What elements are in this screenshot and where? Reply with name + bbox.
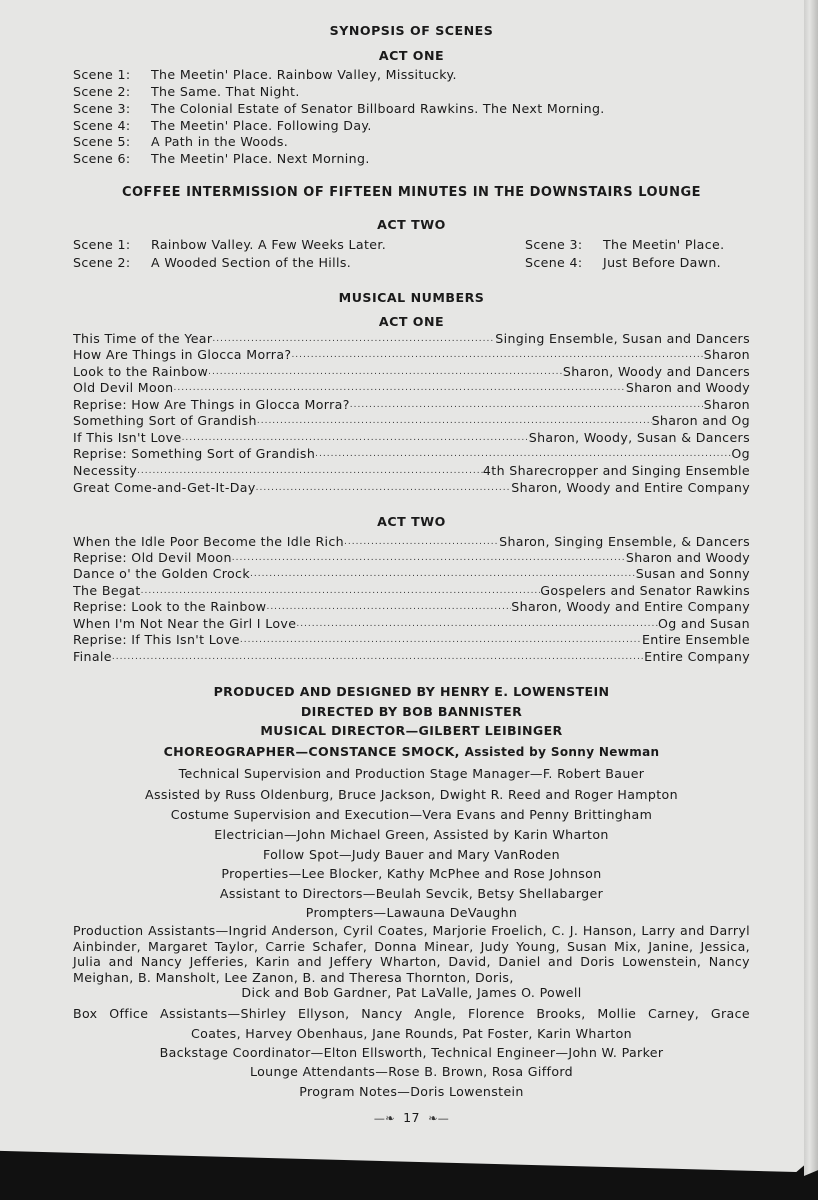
scene-label: Scene 1: — [73, 237, 131, 252]
scene-text: The Meetin' Place. Rainbow Valley, Missitucky. — [151, 67, 457, 82]
number-title: Reprise: Old Devil Moon — [73, 550, 232, 565]
box-office-text: Box Office Assistants—Shirley Ellyson, Nancy Angle, Florence Brooks, Mollie Carney, Grace — [73, 1006, 750, 1021]
number-performers: Sharon and Woody — [625, 550, 750, 565]
number-row — [73, 616, 750, 631]
scene-row — [73, 84, 300, 99]
number-row — [73, 380, 750, 395]
program-notes-credit: Program Notes—Doris Lowenstein — [299, 1084, 524, 1099]
number-performers: Sharon — [703, 397, 750, 412]
dot-leader — [296, 619, 658, 631]
scene-row — [73, 237, 386, 252]
credit-line: Costume Supervision and Execution—Vera Evans and Penny Brittingham — [170, 807, 653, 822]
page-number: 17 — [403, 1110, 420, 1125]
production-assistants — [73, 923, 750, 1001]
scene-text: Just Before Dawn. — [603, 255, 722, 270]
intermission-notice: COFFEE INTERMISSION OF FIFTEEN MINUTES IN THE DOWNSTAIRS LOUNGE — [121, 185, 702, 200]
scene-text: A Path in the Woods. — [151, 134, 289, 149]
number-row — [73, 480, 750, 495]
box-office-assistants — [73, 1004, 750, 1044]
number-title: Necessity — [73, 463, 138, 478]
dot-leader — [256, 483, 512, 495]
number-row — [73, 430, 750, 445]
number-title: Great Come-and-Get-It-Day — [73, 480, 256, 495]
scene-row — [73, 67, 457, 82]
number-performers: Og — [731, 446, 750, 461]
scene-text: The Colonial Estate of Senator Billboard Rawkins. The Next Morning. — [151, 101, 605, 116]
dot-leader — [212, 334, 495, 346]
number-title: Something Sort of Grandish — [73, 413, 257, 428]
number-performers: Sharon, Singing Ensemble, & Dancers — [499, 534, 750, 549]
number-performers: Sharon — [703, 347, 750, 362]
synopsis-act-two-heading: ACT TWO — [377, 217, 446, 232]
number-row — [73, 566, 750, 581]
producer-credit: PRODUCED AND DESIGNED BY HENRY E. LOWENSTEIN — [213, 684, 610, 699]
dot-leader — [250, 569, 636, 581]
scene-row — [525, 237, 724, 252]
dot-leader — [315, 449, 731, 461]
number-performers: Sharon, Woody and Entire Company — [511, 480, 750, 495]
choreographer-credit — [73, 744, 750, 759]
director-credit: DIRECTED BY BOB BANNISTER — [300, 704, 523, 719]
lounge-credit: Lounge Attendants—Rose B. Brown, Rosa Gifford — [249, 1064, 574, 1079]
choreographer-name: CHOREOGRAPHER—CONSTANCE SMOCK, — [163, 744, 460, 759]
number-title: Reprise: How Are Things in Glocca Morra? — [73, 397, 350, 412]
credit-line: Technical Supervision and Production Stage Manager—F. Robert Bauer — [178, 766, 645, 781]
dot-leader — [173, 383, 625, 395]
dot-leader — [350, 400, 704, 412]
dot-leader — [291, 350, 703, 362]
scene-text: The Meetin' Place. — [603, 237, 725, 252]
musical-director-credit: MUSICAL DIRECTOR—GILBERT LEIBINGER — [260, 723, 563, 738]
number-performers: Entire Company — [644, 649, 750, 664]
scene-label: Scene 4: — [525, 255, 583, 270]
dot-leader — [240, 635, 642, 647]
scene-label: Scene 3: — [73, 101, 131, 116]
number-row — [73, 583, 750, 598]
number-row — [73, 364, 750, 379]
page-edge — [804, 0, 818, 1176]
synopsis-title: SYNOPSIS OF SCENES — [329, 23, 494, 38]
scene-label: Scene 4: — [73, 118, 131, 133]
number-performers: 4th Sharecropper and Singing Ensemble — [482, 463, 750, 478]
numbers-act-one-heading: ACT ONE — [378, 314, 445, 329]
number-performers: Sharon and Og — [651, 413, 750, 428]
number-title: How Are Things in Glocca Morra? — [73, 347, 292, 362]
choreographer-assistant: Assisted by Sonny Newman — [464, 745, 660, 759]
number-row — [73, 534, 750, 549]
number-row — [73, 550, 750, 565]
number-performers: Sharon, Woody, Susan & Dancers — [528, 430, 750, 445]
dot-leader — [208, 367, 563, 379]
credit-line: Properties—Lee Blocker, Kathy McPhee and Rose Johnson — [221, 866, 602, 881]
credit-line: Follow Spot—Judy Bauer and Mary VanRoden — [262, 847, 560, 862]
number-row — [73, 463, 750, 478]
numbers-act-two-heading: ACT TWO — [377, 514, 446, 529]
number-row — [73, 397, 750, 412]
dot-leader — [232, 553, 626, 565]
scene-label: Scene 2: — [73, 255, 131, 270]
number-title: Reprise: If This Isn't Love — [73, 632, 240, 647]
number-row — [73, 599, 750, 614]
scene-text: The Meetin' Place. Next Morning. — [151, 151, 370, 166]
production-assistants-text: Production Assistants—Ingrid Anderson, Cyril Coates, Marjorie Froelich, C. J. Hanson, Larry and Darryl Ainbinder, Margaret Taylor, Carrie Schafer, Donna Minear, Judy Young, Susan Mix, Janine, Jessica, Julia and Nancy Jefferies, Karin and Jeffery Wharton, David, Daniel and Doris Lowenstein, Nancy Meighan, B. Mansholt, Lee Zanon, B. and Theresa Thornton, Doris, — [73, 923, 750, 985]
production-assistants-last: Dick and Bob Gardner, Pat LaValle, James O. Powell — [241, 985, 582, 1000]
credit-line: Assistant to Directors—Beulah Sevcik, Betsy Shellabarger — [219, 886, 604, 901]
number-title: This Time of the Year — [73, 331, 213, 346]
dot-leader — [182, 433, 529, 445]
number-row — [73, 649, 750, 664]
number-title: Reprise: Look to the Rainbow — [73, 599, 267, 614]
number-row — [73, 347, 750, 362]
number-performers: Sharon, Woody and Entire Company — [511, 599, 750, 614]
credit-line: Assisted by Russ Oldenburg, Bruce Jackson, Dwight R. Reed and Roger Hampton — [145, 787, 678, 802]
scene-row — [73, 151, 370, 166]
number-performers: Singing Ensemble, Susan and Dancers — [495, 331, 750, 346]
number-performers: Sharon and Woody — [625, 380, 750, 395]
number-title: Old Devil Moon — [73, 380, 174, 395]
backstage-credit: Backstage Coordinator—Elton Ellsworth, Technical Engineer—John W. Parker — [159, 1045, 664, 1060]
scene-label: Scene 6: — [73, 151, 131, 166]
number-title: The Begat — [73, 583, 141, 598]
scene-text: The Same. That Night. — [151, 84, 300, 99]
dot-leader — [344, 537, 499, 549]
dot-leader — [141, 586, 541, 598]
number-title: When the Idle Poor Become the Idle Rich — [73, 534, 345, 549]
number-title: If This Isn't Love — [73, 430, 182, 445]
scene-label: Scene 1: — [73, 67, 131, 82]
number-row — [73, 413, 750, 428]
dot-leader — [266, 602, 511, 614]
scene-text: Rainbow Valley. A Few Weeks Later. — [151, 237, 387, 252]
scene-text: The Meetin' Place. Following Day. — [151, 118, 372, 133]
number-performers: Entire Ensemble — [641, 632, 750, 647]
scene-row — [73, 101, 605, 116]
number-row — [73, 446, 750, 461]
number-title: Reprise: Something Sort of Grandish — [73, 446, 316, 461]
box-office-last: Coates, Harvey Obenhaus, Jane Rounds, Pat Foster, Karin Wharton — [191, 1026, 632, 1041]
scene-row — [73, 118, 372, 133]
scene-row — [73, 134, 288, 149]
scene-row — [525, 255, 721, 270]
right-ornament-icon: ❧— — [428, 1112, 450, 1125]
credit-line: Prompters—Lawauna DeVaughn — [305, 905, 518, 920]
number-title: Dance o' the Golden Crock — [73, 566, 250, 581]
number-performers: Susan and Sonny — [635, 566, 750, 581]
number-title: Look to the Rainbow — [73, 364, 209, 379]
number-performers: Og and Susan — [657, 616, 750, 631]
synopsis-act-one-heading: ACT ONE — [378, 48, 445, 63]
left-ornament-icon: —❧ — [373, 1112, 395, 1125]
dot-leader — [137, 466, 483, 478]
credit-line: Electrician—John Michael Green, Assisted by Karin Wharton — [214, 827, 609, 842]
scene-label: Scene 5: — [73, 134, 131, 149]
dot-leader — [257, 416, 652, 428]
number-title: When I'm Not Near the Girl I Love — [73, 616, 297, 631]
number-performers: Gospelers and Senator Rawkins — [540, 583, 750, 598]
number-row — [73, 632, 750, 647]
page-footer — [73, 1110, 750, 1125]
scene-label: Scene 3: — [525, 237, 583, 252]
number-title: Finale — [73, 649, 112, 664]
musical-numbers-title: MUSICAL NUMBERS — [338, 290, 485, 305]
scene-text: A Wooded Section of the Hills. — [151, 255, 352, 270]
number-row — [73, 331, 750, 346]
scene-row — [73, 255, 351, 270]
dot-leader — [112, 652, 644, 664]
number-performers: Sharon, Woody and Dancers — [562, 364, 750, 379]
scene-label: Scene 2: — [73, 84, 131, 99]
